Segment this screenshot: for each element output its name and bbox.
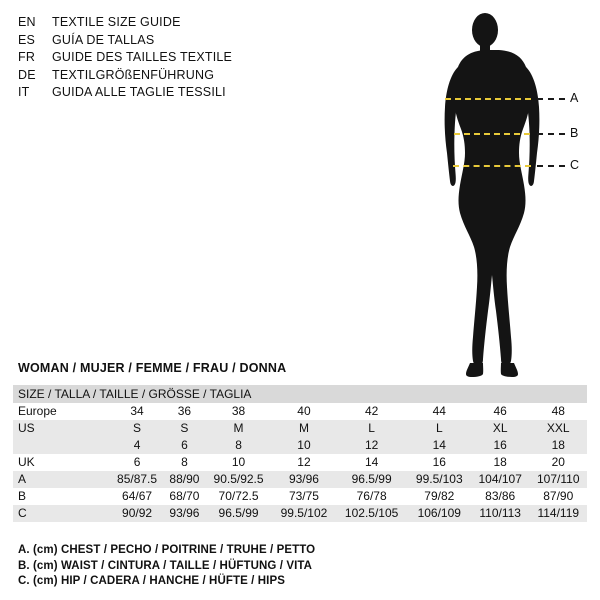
table-cell: 79/82 — [408, 488, 471, 505]
female-silhouette-icon — [420, 5, 595, 380]
language-code: IT — [18, 85, 30, 99]
table-cell: 107/110 — [530, 471, 587, 488]
language-row-es — [18, 32, 348, 50]
table-cell: 102.5/105 — [336, 505, 408, 522]
language-row-fr — [18, 49, 348, 67]
row-label: UK — [13, 454, 110, 471]
measure-line-c-extension — [537, 165, 565, 167]
table-cell: 48 — [530, 403, 587, 420]
language-code: FR — [18, 50, 36, 64]
language-code: EN — [18, 15, 36, 29]
table-row — [13, 488, 587, 505]
measure-line-b-extension — [537, 133, 565, 135]
table-cell: 106/109 — [408, 505, 471, 522]
table-cell: L — [336, 420, 408, 437]
table-cell: 34 — [110, 403, 164, 420]
table-cell: 46 — [471, 403, 530, 420]
table-cell: 99.5/103 — [408, 471, 471, 488]
table-cell: 8 — [164, 454, 205, 471]
table-cell: M — [272, 420, 335, 437]
table-cell: 12 — [272, 454, 335, 471]
measure-line-a-inner — [445, 98, 531, 100]
table-cell: 87/90 — [530, 488, 587, 505]
table-cell: 42 — [336, 403, 408, 420]
table-cell: 10 — [272, 437, 335, 454]
table-cell: 99.5/102 — [272, 505, 335, 522]
table-cell: L — [408, 420, 471, 437]
row-label: Europe — [13, 403, 110, 420]
language-code: ES — [18, 32, 36, 47]
table-cell: 6 — [110, 454, 164, 471]
table-cell: 6 — [164, 437, 205, 454]
table-cell: 14 — [408, 437, 471, 454]
size-table — [13, 385, 587, 522]
table-cell: 93/96 — [164, 505, 205, 522]
language-code: DE — [18, 67, 36, 82]
table-cell: 93/96 — [272, 471, 335, 488]
section-title-woman: WOMAN / MUJER / FEMME / FRAU / DONNA — [18, 361, 287, 375]
table-cell: 44 — [408, 403, 471, 420]
table-cell: 38 — [205, 403, 273, 420]
language-text: TEXTILE SIZE GUIDE — [52, 15, 181, 29]
female-body-figure — [420, 5, 595, 380]
legend-row-b: B. (cm) WAIST / CINTURA / TAILLE / HÜFTUNG / VITA — [18, 559, 313, 572]
row-label: B — [13, 488, 110, 505]
table-cell: 14 — [336, 454, 408, 471]
table-row — [13, 505, 587, 522]
table-header-label: SIZE / TALLA / TAILLE / GRÖSSE / TAGLIA — [13, 385, 587, 403]
table-row — [13, 454, 587, 471]
table-cell: 90.5/92.5 — [205, 471, 273, 488]
table-cell: 18 — [530, 437, 587, 454]
table-cell: 10 — [205, 454, 273, 471]
table-cell: 12 — [336, 437, 408, 454]
language-row-en — [18, 14, 348, 32]
row-label — [13, 437, 110, 454]
table-cell: 96.5/99 — [336, 471, 408, 488]
row-label: A — [13, 471, 110, 488]
language-row-de — [18, 67, 348, 85]
table-cell: 68/70 — [164, 488, 205, 505]
table-cell: 16 — [471, 437, 530, 454]
table-cell: 8 — [205, 437, 273, 454]
row-label: C — [13, 505, 110, 522]
measure-line-a-extension — [537, 98, 565, 100]
table-cell: 88/90 — [164, 471, 205, 488]
table-cell: 18 — [471, 454, 530, 471]
language-text: TEXTILGRÖßENFÜHRUNG — [52, 67, 215, 82]
measure-label-c: C — [570, 158, 580, 172]
measure-line-b-inner — [454, 133, 530, 135]
table-cell: 76/78 — [336, 488, 408, 505]
table-row — [13, 471, 587, 488]
language-row-it — [18, 84, 348, 102]
table-cell: 64/67 — [110, 488, 164, 505]
table-cell: 110/113 — [471, 505, 530, 522]
table-cell: 20 — [530, 454, 587, 471]
table-cell: 70/72.5 — [205, 488, 273, 505]
table-cell: 4 — [110, 437, 164, 454]
measure-label-a: A — [570, 91, 579, 105]
table-cell: XL — [471, 420, 530, 437]
language-text: GUIDA ALLE TAGLIE TESSILI — [52, 85, 226, 99]
measurement-legend — [18, 543, 578, 590]
table-cell: XXL — [530, 420, 587, 437]
table-cell: 16 — [408, 454, 471, 471]
table-cell: 85/87.5 — [110, 471, 164, 488]
table-cell: 96.5/99 — [205, 505, 273, 522]
table-row — [13, 403, 587, 420]
table-cell: S — [110, 420, 164, 437]
legend-row-c: C. (cm) HIP / CADERA / HANCHE / HÜFTE / HIPS — [18, 575, 286, 587]
language-text: GUIDE DES TAILLES TEXTILE — [52, 50, 233, 64]
language-list — [18, 14, 348, 102]
legend-row-a: A. (cm) CHEST / PECHO / POITRINE / TRUHE / PETTO — [18, 544, 316, 556]
table-cell: S — [164, 420, 205, 437]
table-cell: 90/92 — [110, 505, 164, 522]
language-text: GUÍA DE TALLAS — [52, 32, 155, 47]
table-cell: 83/86 — [471, 488, 530, 505]
measure-line-c-inner — [453, 165, 531, 167]
table-cell: 36 — [164, 403, 205, 420]
table-cell: 104/107 — [471, 471, 530, 488]
table-row — [13, 437, 587, 454]
table-cell: M — [205, 420, 273, 437]
measure-label-b: B — [570, 126, 579, 140]
table-cell: 40 — [272, 403, 335, 420]
row-label: US — [13, 420, 110, 437]
table-cell: 73/75 — [272, 488, 335, 505]
table-row — [13, 420, 587, 437]
table-header-row — [13, 385, 587, 403]
table-cell: 114/119 — [530, 505, 587, 522]
